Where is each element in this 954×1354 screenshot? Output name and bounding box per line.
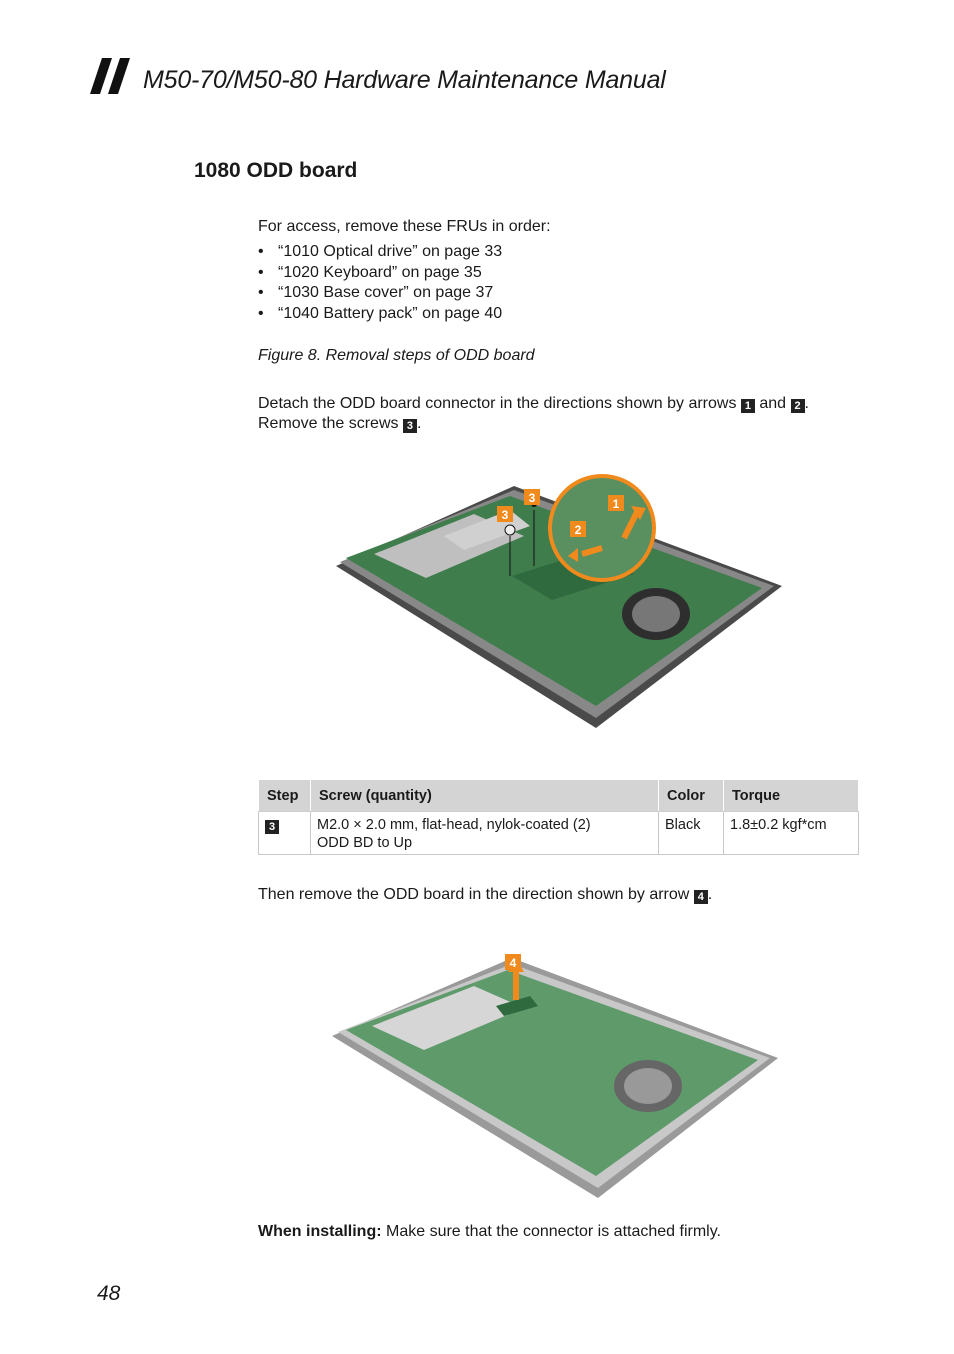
svg-text:3: 3 <box>501 508 509 522</box>
list-item[interactable]: • “1010 Optical drive” on page 33 <box>258 243 503 260</box>
svg-text:2: 2 <box>574 523 582 537</box>
page-number: 48 <box>97 1282 121 1305</box>
figure-caption: Figure 8. Removal steps of ODD board <box>258 347 535 364</box>
fru-list <box>258 242 502 324</box>
screw-table <box>258 779 859 855</box>
callout-badge-4: 4 <box>509 956 517 970</box>
intro-text: For access, remove these FRUs in order: <box>258 218 551 235</box>
table-cell-step: 3 <box>259 812 311 855</box>
odd-board-lift-figure <box>330 940 782 1202</box>
manual-title: M50-70/M50-80 Hardware Maintenance Manual <box>143 66 666 94</box>
svg-text:1: 1 <box>612 497 620 511</box>
step4-instructions: Then remove the ODD board in the direction shown by arrow 4 . <box>258 886 713 903</box>
odd-board-removal-figure <box>334 466 786 734</box>
table-header: Step <box>259 780 311 812</box>
list-item[interactable]: • “1020 Keyboard” on page 35 <box>258 263 482 281</box>
table-header-row <box>259 780 859 812</box>
installation-note: When installing: Make sure that the connector is attached firmly. <box>258 1223 721 1240</box>
section-title: 1080 ODD board <box>194 159 358 182</box>
step-instructions: Detach the ODD board connector in the directions shown by arrows 1 and 2 . Remove the screws 3 . <box>258 395 809 432</box>
table-cell-torque: 1.8±0.2 kgf*cm <box>724 812 859 855</box>
svg-text:3: 3 <box>528 491 536 505</box>
table-header: Torque <box>724 780 859 812</box>
table-header: Screw (quantity) <box>311 780 659 812</box>
list-item[interactable]: • “1040 Battery pack” on page 40 <box>258 304 503 322</box>
table-cell-color: Black <box>659 812 724 855</box>
table-row <box>259 812 859 855</box>
table-header: Color <box>659 780 724 812</box>
table-cell-screw: M2.0 × 2.0 mm, flat-head, nylok-coated (2) ODD BD to Up <box>311 812 659 855</box>
step-badge-4: 4 <box>694 890 708 904</box>
list-item[interactable]: • “1030 Base cover” on page 37 <box>258 284 494 301</box>
step-badge-2: 2 <box>791 399 805 413</box>
manual-logo-slashes <box>90 58 134 94</box>
step-badge-1: 1 <box>741 399 755 413</box>
step-badge-3: 3 <box>403 419 417 433</box>
